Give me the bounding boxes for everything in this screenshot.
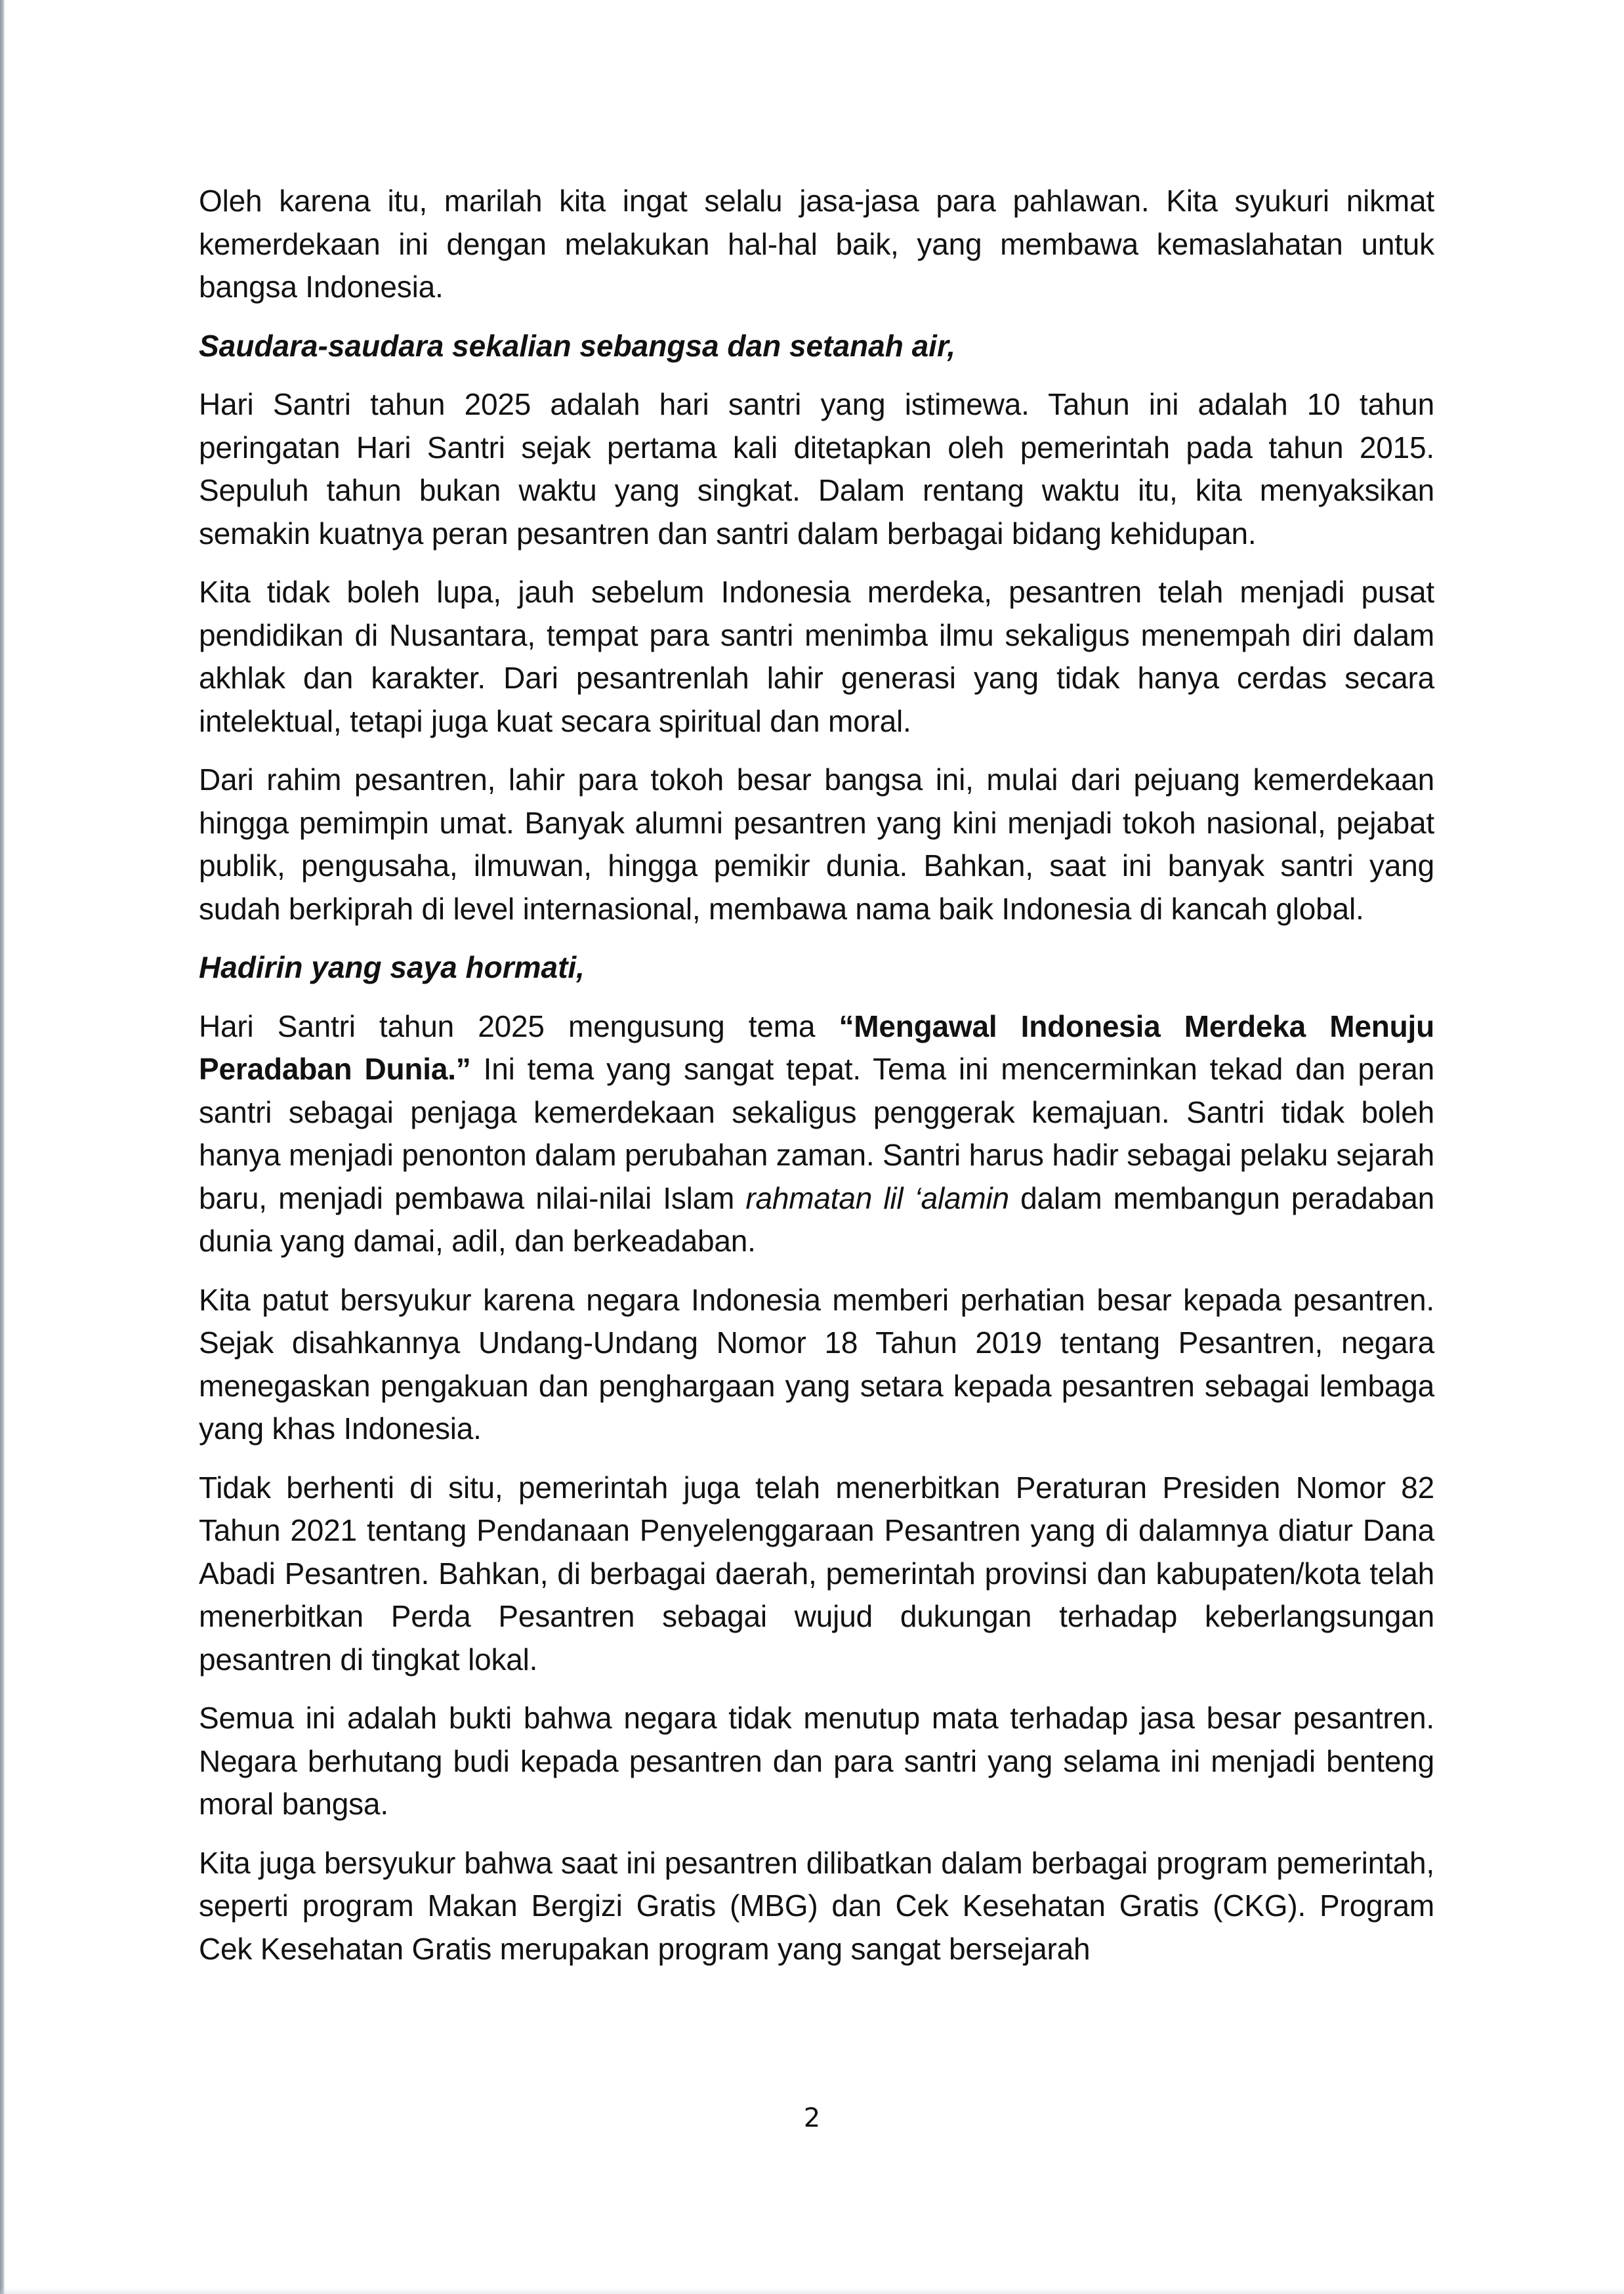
italic-phrase: rahmatan lil ‘alamin (745, 1180, 1009, 1215)
salutation-heading: Hadirin yang saya hormati, (199, 950, 585, 984)
text-segment: Hari Santri tahun 2025 mengusung tema (199, 1009, 839, 1043)
paragraph-perpres: Tidak berhenti di situ, pemerintah juga telah menerbitkan Peraturan Presiden Nomor 82 Tahun 2021 tentang Pendanaan Penyelenggaraan Pesantren yang di dalamnya diatur Dana Abadi Pesantren. Bahkan, di berbagai daerah, pemerintah provinsi dan kabupaten/kota telah menerbitkan Perda Pesantren sebagai wujud dukungan terhadap keberlangsungan pesantren di tingkat lokal. (199, 1470, 1434, 1677)
scan-bottom-edge (0, 2287, 1624, 2294)
paragraph-state-gratitude: Semua ini adalah bukti bahwa negara tidak menutup mata terhadap jasa besar pesantren. Negara berhutang budi kepada pesantren dan para santri yang selama ini menjadi benteng moral bangsa. (199, 1701, 1434, 1821)
paragraph-theme (199, 1005, 1434, 1263)
paragraph-pesantren-history: Kita tidak boleh lupa, jauh sebelum Indonesia merdeka, pesantren telah menjadi pusat pendidikan di Nusantara, tempat para santri menimba ilmu sekaligus menempah diri dalam akhlak dan karakter. Dari pesantrenlah lahir generasi yang tidak hanya cerdas secara intelektual, tetapi juga kuat secara spiritual dan moral. (199, 575, 1434, 738)
page-number: 2 (803, 2103, 821, 2133)
document-page (199, 180, 1434, 1986)
paragraph-hari-santri-2025: Hari Santri tahun 2025 adalah hari santri yang istimewa. Tahun ini adalah 10 tahun peringatan Hari Santri sejak pertama kali ditetapkan oleh pemerintah pada tahun 2015. Sepuluh tahun bukan waktu yang singkat. Dalam rentang waktu itu, kita menyaksikan semakin kuatnya peran pesantren dan santri dalam berbagai bidang kehidupan. (199, 387, 1434, 551)
scan-edge-shadow (0, 0, 5, 2294)
salutation-heading: Saudara-saudara sekalian sebangsa dan setanah air, (199, 328, 956, 363)
text-segment: Ini tema yang sangat tepat. Tema ini mencerminkan tekad dan peran santri sebagai penjaga kemerdekaan sekaligus penggerak kemajuan. Santri tidak boleh hanya menjadi penonton dalam perubahan zaman. Santri harus hadir sebagai pelaku sejarah baru, menjadi pembawa nilai-nilai Islam (199, 1052, 1434, 1215)
theme-title: “Mengawal Indonesia Merdeka Menuju Peradaban Dunia.” (199, 1009, 1435, 1086)
text-segment: dalam membangun peradaban dunia yang damai, adil, dan berkeadaban. (199, 1180, 1434, 1258)
paragraph-closing-heroes: Oleh karena itu, marilah kita ingat selalu jasa-jasa para pahlawan. Kita syukuri nikmat kemerdekaan ini dengan melakukan hal-hal baik, yang membawa kemaslahatan untuk bangsa Indonesia. (199, 184, 1434, 304)
paragraph-uu-pesantren: Kita patut bersyukur karena negara Indonesia memberi perhatian besar kepada pesantren. Sejak disahkannya Undang-Undang Nomor 18 Tahun 2019 tentang Pesantren, negara menegaskan pengakuan dan penghargaan yang setara kepada pesantren sebagai lembaga yang khas Indonesia. (199, 1282, 1434, 1446)
paragraph-pesantren-alumni: Dari rahim pesantren, lahir para tokoh besar bangsa ini, mulai dari pejuang kemerdekaan hingga pemimpin umat. Banyak alumni pesantren yang kini menjadi tokoh nasional, pejabat publik, pengusaha, ilmuwan, hingga pemikir dunia. Bahkan, saat ini banyak santri yang sudah berkiprah di level internasional, membawa nama baik Indonesia di kancah global. (199, 762, 1434, 926)
paragraph-government-programs: Kita juga bersyukur bahwa saat ini pesantren dilibatkan dalam berbagai program pemerintah, seperti program Makan Bergizi Gratis (MBG) dan Cek Kesehatan Gratis (CKG). Program Cek Kesehatan Gratis merupakan program yang sangat bersejarah (199, 1845, 1434, 1966)
